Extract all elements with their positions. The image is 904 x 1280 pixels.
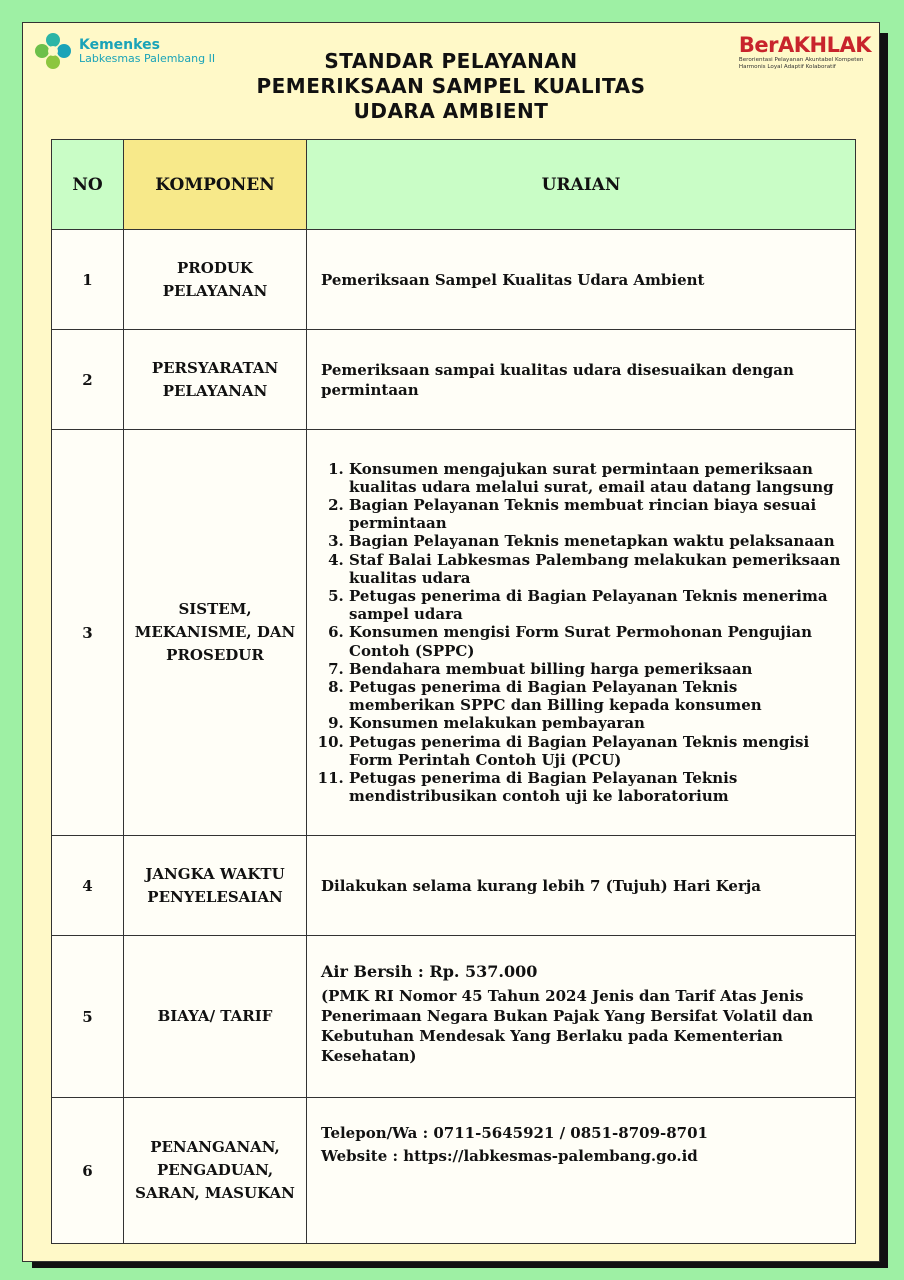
row-number: 4 — [52, 836, 124, 936]
row-number: 6 — [52, 1098, 124, 1244]
row-komponen — [124, 230, 307, 330]
table-row — [52, 936, 856, 1098]
berakhlak-tagline-2: Harmonis Loyal Adaptif Kolaboratif — [738, 63, 836, 70]
procedure-step: 9. Konsumen melakukan pembayaran — [349, 714, 841, 732]
table-row — [52, 230, 856, 330]
table-row — [52, 1098, 856, 1244]
komponen-line: PENYELESAIAN — [147, 887, 283, 906]
row-number: 2 — [52, 330, 124, 430]
komponen-line: PENGADUAN, — [156, 1161, 274, 1179]
table-row — [52, 330, 856, 430]
table-row — [52, 430, 856, 836]
row-uraian — [307, 936, 856, 1098]
berakhlak-word: BerAKHLAK — [738, 33, 871, 57]
komponen-line: PENANGANAN, — [150, 1138, 280, 1156]
komponen-line: JANGKA WAKTU — [145, 864, 285, 883]
labkesmas-name: Labkesmas Palembang II — [79, 51, 216, 65]
procedure-step: 7. Bendahara membuat billing harga pemeriksaan — [349, 660, 841, 678]
row-uraian — [307, 1098, 856, 1244]
komponen-line: PROSEDUR — [166, 646, 264, 664]
service-standard-table — [51, 139, 856, 1244]
row-komponen — [124, 330, 307, 430]
procedure-step: 5. Petugas penerima di Bagian Pelayanan Teknis menerima sampel udara — [349, 587, 841, 623]
page-title — [23, 49, 879, 124]
row-uraian: Pemeriksaan Sampel Kualitas Udara Ambient — [307, 230, 856, 330]
contact-phone: Telepon/Wa : 0711-5645921 / 0851-8709-8701 — [321, 1124, 708, 1142]
procedure-list — [321, 460, 841, 806]
procedure-step: 4. Staf Balai Labkesmas Palembang melakukan pemeriksaan kualitas udara — [349, 551, 841, 587]
row-number: 5 — [52, 936, 124, 1098]
komponen-line: SARAN, MASUKAN — [135, 1184, 295, 1202]
row-komponen — [124, 1098, 307, 1244]
procedure-step: 10. Petugas penerima di Bagian Pelayanan Teknis mengisi Form Perintah Contoh Uji (PCU) — [349, 733, 841, 769]
komponen-line: PELAYANAN — [162, 281, 268, 300]
komponen-line: MEKANISME, DAN — [134, 623, 296, 641]
procedure-step: 2. Bagian Pelayanan Teknis membuat rincian biaya sesuai permintaan — [349, 496, 841, 532]
title-line: UDARA AMBIENT — [353, 99, 549, 123]
title-line: PEMERIKSAAN SAMPEL KUALITAS — [256, 74, 646, 98]
row-uraian — [307, 430, 856, 836]
header-uraian: URAIAN — [307, 140, 856, 230]
procedure-step: 11. Petugas penerima di Bagian Pelayanan Teknis mendistribusikan contoh uji ke laboratorium — [349, 769, 841, 805]
header-no: NO — [52, 140, 124, 230]
row-number: 1 — [52, 230, 124, 330]
kemenkes-name: Kemenkes — [79, 36, 160, 53]
row-komponen — [124, 936, 307, 1098]
row-uraian: Dilakukan selama kurang lebih 7 (Tujuh) Hari Kerja — [307, 836, 856, 936]
procedure-step: 3. Bagian Pelayanan Teknis menetapkan waktu pelaksanaan — [349, 532, 841, 550]
title-line: STANDAR PELAYANAN — [324, 49, 578, 73]
procedure-step: 6. Konsumen mengisi Form Surat Permohonan Pengujian Contoh (SPPC) — [349, 623, 841, 659]
komponen-line: PRODUK — [177, 258, 253, 277]
header-komponen: KOMPONEN — [124, 140, 307, 230]
tarif-regulation: (PMK RI Nomor 45 Tahun 2024 Jenis dan Tarif Atas Jenis Penerimaan Negara Bukan Pajak Yang Bersifat Volatil dan Kebutuhan Mendesak Yang Berlaku pada Kementerian Kesehatan) — [321, 987, 814, 1065]
service-standard-card — [22, 22, 880, 1262]
tarif-amount: Air Bersih : Rp. 537.000 — [321, 962, 538, 981]
row-komponen — [124, 430, 307, 836]
procedure-step: 1. Konsumen mengajukan surat permintaan pemeriksaan kualitas udara melalui surat, email atau datang langsung — [349, 460, 841, 496]
komponen-line: PERSYARATAN — [151, 358, 279, 377]
row-uraian: Pemeriksaan sampai kualitas udara disesuaikan dengan permintaan — [307, 330, 856, 430]
table-header-row — [52, 140, 856, 230]
komponen-line: PELAYANAN — [162, 381, 268, 400]
row-number: 3 — [52, 430, 124, 836]
row-komponen — [124, 836, 307, 936]
komponen-line: BIAYA/ TARIF — [157, 1007, 273, 1025]
procedure-step: 8. Petugas penerima di Bagian Pelayanan Teknis memberikan SPPC dan Billing kepada konsumen — [349, 678, 841, 714]
komponen-line: SISTEM, — [178, 600, 252, 618]
table-row — [52, 836, 856, 936]
contact-website: Website : https://labkesmas-palembang.go.id — [321, 1147, 698, 1165]
berakhlak-tagline-1: Berorientasi Pelayanan Akuntabel Kompeten — [738, 57, 864, 63]
